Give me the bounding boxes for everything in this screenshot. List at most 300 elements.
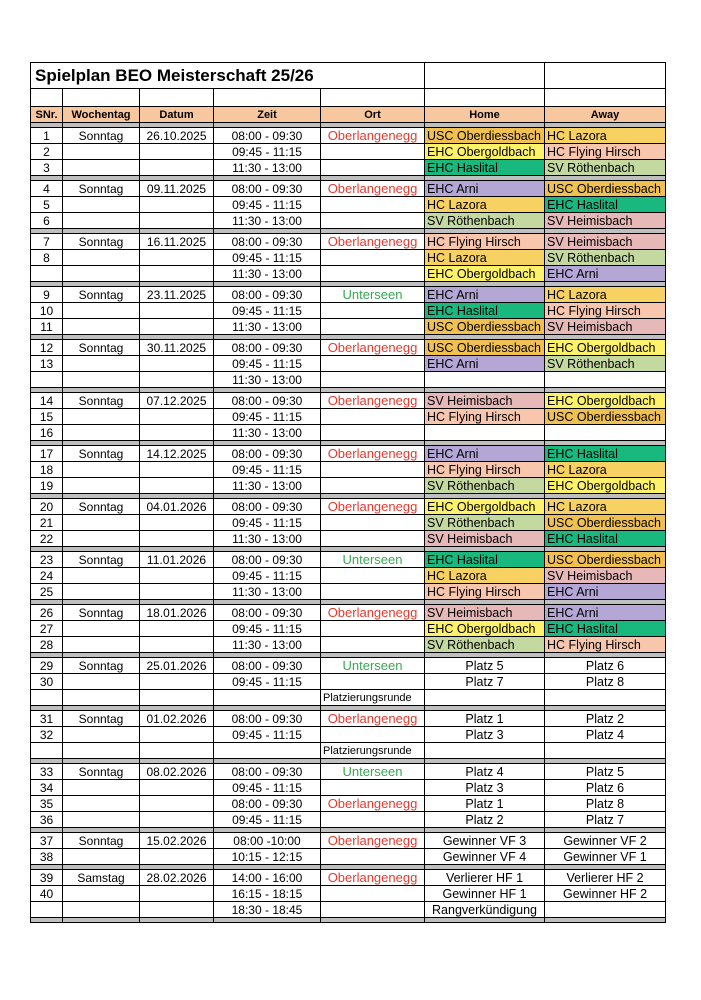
cell-away: Platz 2 — [545, 711, 666, 727]
cell-away: Platz 7 — [545, 812, 666, 828]
cell-ort: Unterseen — [321, 658, 425, 674]
cell-datum — [140, 144, 214, 160]
table-row — [31, 637, 666, 653]
cell-home: HC Lazora — [425, 250, 545, 266]
cell-snr: 18 — [31, 462, 63, 478]
cell-away: Gewinner VF 2 — [545, 833, 666, 849]
cell-away — [545, 690, 666, 706]
cell-away: HC Flying Hirsch — [545, 637, 666, 653]
cell-datum: 04.01.2026 — [140, 499, 214, 515]
cell-home: Gewinner VF 4 — [425, 849, 545, 865]
cell-snr: 15 — [31, 409, 63, 425]
cell-datum — [140, 372, 214, 388]
cell-away: HC Lazora — [545, 128, 666, 144]
cell-home: HC Lazora — [425, 197, 545, 213]
cell-datum: 14.12.2025 — [140, 446, 214, 462]
table-row — [31, 266, 666, 282]
cell-away: Platz 8 — [545, 796, 666, 812]
cell-ort: Oberlangenegg — [321, 711, 425, 727]
cell-away: Platz 6 — [545, 780, 666, 796]
cell-away: EHC Haslital — [545, 621, 666, 637]
table-row — [31, 372, 666, 388]
cell-snr: 16 — [31, 425, 63, 441]
cell-zeit: 09:45 - 11:15 — [214, 812, 321, 828]
cell-wochentag — [63, 515, 140, 531]
cell-wochentag — [63, 531, 140, 547]
table-row — [31, 568, 666, 584]
cell-away: SV Heimisbach — [545, 319, 666, 335]
cell-home: Platz 1 — [425, 796, 545, 812]
cell-zeit: 16:15 - 18:15 — [214, 886, 321, 902]
cell-wochentag — [63, 568, 140, 584]
cell-snr: 23 — [31, 552, 63, 568]
table-row — [31, 393, 666, 409]
header-home: Home — [425, 107, 545, 123]
cell-wochentag: Sonntag — [63, 552, 140, 568]
cell-datum — [140, 213, 214, 229]
cell-away: USC Oberdiessbach — [545, 181, 666, 197]
cell-away: SV Röthenbach — [545, 356, 666, 372]
table-row — [31, 409, 666, 425]
cell-ort: Oberlangenegg — [321, 234, 425, 250]
cell-zeit: 10:15 - 12:15 — [214, 849, 321, 865]
cell-datum — [140, 425, 214, 441]
cell-zeit: 08:00 - 09:30 — [214, 340, 321, 356]
cell-zeit: 09:45 - 11:15 — [214, 568, 321, 584]
cell-zeit: 09:45 - 11:15 — [214, 727, 321, 743]
cell-away: SV Heimisbach — [545, 213, 666, 229]
table-row — [31, 743, 666, 759]
cell-wochentag: Sonntag — [63, 605, 140, 621]
cell-wochentag — [63, 478, 140, 494]
cell-away: SV Röthenbach — [545, 250, 666, 266]
table-row — [31, 319, 666, 335]
table-row — [31, 833, 666, 849]
cell-away: HC Lazora — [545, 287, 666, 303]
cell-away: EHC Arni — [545, 584, 666, 600]
table-row — [31, 128, 666, 144]
table-row — [31, 764, 666, 780]
cell-home: EHC Haslital — [425, 552, 545, 568]
title-empty-cell — [545, 63, 666, 89]
cell-zeit — [214, 690, 321, 706]
cell-datum — [140, 266, 214, 282]
cell-ort: Platzierungsrunde — [321, 743, 425, 759]
cell-datum — [140, 674, 214, 690]
cell-datum — [140, 886, 214, 902]
cell-snr: 37 — [31, 833, 63, 849]
cell-home: HC Flying Hirsch — [425, 462, 545, 478]
cell-away: HC Lazora — [545, 462, 666, 478]
cell-datum — [140, 250, 214, 266]
cell-zeit: 11:30 - 13:00 — [214, 160, 321, 176]
cell-wochentag: Sonntag — [63, 499, 140, 515]
cell-datum — [140, 478, 214, 494]
cell-datum — [140, 356, 214, 372]
table-row — [31, 690, 666, 706]
cell-zeit: 11:30 - 13:00 — [214, 319, 321, 335]
cell-home: Gewinner VF 3 — [425, 833, 545, 849]
cell-snr: 8 — [31, 250, 63, 266]
cell-home — [425, 425, 545, 441]
cell-datum — [140, 796, 214, 812]
cell-zeit: 08:00 - 09:30 — [214, 181, 321, 197]
cell-wochentag — [63, 674, 140, 690]
cell-away: EHC Arni — [545, 266, 666, 282]
table-row — [31, 160, 666, 176]
header-wochentag: Wochentag — [63, 107, 140, 123]
cell-wochentag — [63, 849, 140, 865]
cell-ort — [321, 621, 425, 637]
cell-home: USC Oberdiessbach — [425, 340, 545, 356]
cell-zeit: 08:00 - 09:30 — [214, 658, 321, 674]
cell-wochentag — [63, 621, 140, 637]
cell-datum: 16.11.2025 — [140, 234, 214, 250]
cell-datum — [140, 197, 214, 213]
table-row — [31, 886, 666, 902]
cell-snr: 5 — [31, 197, 63, 213]
cell-zeit: 08:00 - 09:30 — [214, 393, 321, 409]
cell-home — [425, 372, 545, 388]
cell-ort: Oberlangenegg — [321, 181, 425, 197]
cell-wochentag: Samstag — [63, 870, 140, 886]
cell-snr: 12 — [31, 340, 63, 356]
cell-ort — [321, 478, 425, 494]
cell-home: Verlierer HF 1 — [425, 870, 545, 886]
cell-wochentag: Sonntag — [63, 234, 140, 250]
cell-snr: 26 — [31, 605, 63, 621]
header-away: Away — [545, 107, 666, 123]
table-row — [31, 727, 666, 743]
cell-ort — [321, 637, 425, 653]
cell-home: EHC Arni — [425, 181, 545, 197]
cell-snr: 24 — [31, 568, 63, 584]
cell-away: SV Heimisbach — [545, 234, 666, 250]
cell-snr — [31, 902, 63, 918]
cell-home: SV Röthenbach — [425, 213, 545, 229]
cell-datum — [140, 409, 214, 425]
cell-ort — [321, 197, 425, 213]
header-row — [31, 107, 666, 123]
cell-ort — [321, 462, 425, 478]
cell-snr: 10 — [31, 303, 63, 319]
cell-snr: 17 — [31, 446, 63, 462]
cell-datum — [140, 568, 214, 584]
table-row — [31, 250, 666, 266]
cell-ort — [321, 425, 425, 441]
header-snr: SNr. — [31, 107, 63, 123]
cell-ort — [321, 584, 425, 600]
cell-zeit: 09:45 - 11:15 — [214, 515, 321, 531]
cell-snr: 22 — [31, 531, 63, 547]
cell-snr: 38 — [31, 849, 63, 865]
cell-ort — [321, 213, 425, 229]
cell-snr: 34 — [31, 780, 63, 796]
cell-zeit: 08:00 - 09:30 — [214, 234, 321, 250]
cell-datum — [140, 902, 214, 918]
cell-snr: 39 — [31, 870, 63, 886]
cell-snr — [31, 266, 63, 282]
cell-home: EHC Arni — [425, 446, 545, 462]
cell-ort: Unterseen — [321, 287, 425, 303]
table-row — [31, 902, 666, 918]
cell-zeit: 08:00 - 09:30 — [214, 287, 321, 303]
cell-home: EHC Obergoldbach — [425, 266, 545, 282]
cell-ort — [321, 160, 425, 176]
cell-zeit: 09:45 - 11:15 — [214, 409, 321, 425]
cell-snr: 2 — [31, 144, 63, 160]
cell-zeit: 09:45 - 11:15 — [214, 197, 321, 213]
cell-away: EHC Haslital — [545, 531, 666, 547]
cell-datum — [140, 743, 214, 759]
cell-wochentag: Sonntag — [63, 181, 140, 197]
cell-snr: 40 — [31, 886, 63, 902]
cell-datum — [140, 462, 214, 478]
cell-zeit — [214, 743, 321, 759]
cell-home — [425, 690, 545, 706]
cell-away: Platz 8 — [545, 674, 666, 690]
cell-datum — [140, 690, 214, 706]
title-row — [31, 63, 666, 89]
cell-snr: 20 — [31, 499, 63, 515]
cell-datum: 28.02.2026 — [140, 870, 214, 886]
cell-wochentag: Sonntag — [63, 287, 140, 303]
cell-datum — [140, 849, 214, 865]
cell-ort: Oberlangenegg — [321, 870, 425, 886]
cell-ort — [321, 849, 425, 865]
cell-snr: 9 — [31, 287, 63, 303]
cell-zeit: 11:30 - 13:00 — [214, 531, 321, 547]
cell-ort — [321, 674, 425, 690]
table-row — [31, 340, 666, 356]
table-row — [31, 849, 666, 865]
cell-ort — [321, 780, 425, 796]
cell-snr — [31, 690, 63, 706]
cell-snr: 19 — [31, 478, 63, 494]
cell-datum — [140, 727, 214, 743]
cell-away: SV Röthenbach — [545, 160, 666, 176]
schedule-table — [30, 62, 666, 923]
cell-snr: 35 — [31, 796, 63, 812]
cell-ort — [321, 886, 425, 902]
cell-away: EHC Obergoldbach — [545, 340, 666, 356]
cell-snr: 14 — [31, 393, 63, 409]
table-row — [31, 356, 666, 372]
cell-ort — [321, 144, 425, 160]
cell-ort — [321, 531, 425, 547]
cell-datum: 07.12.2025 — [140, 393, 214, 409]
cell-zeit: 08:00 - 09:30 — [214, 128, 321, 144]
cell-datum — [140, 584, 214, 600]
cell-ort — [321, 356, 425, 372]
cell-home: EHC Haslital — [425, 303, 545, 319]
cell-snr: 7 — [31, 234, 63, 250]
cell-home: SV Röthenbach — [425, 515, 545, 531]
cell-wochentag — [63, 319, 140, 335]
header-datum: Datum — [140, 107, 214, 123]
cell-snr: 6 — [31, 213, 63, 229]
cell-snr: 4 — [31, 181, 63, 197]
cell-zeit: 11:30 - 13:00 — [214, 478, 321, 494]
cell-zeit: 11:30 - 13:00 — [214, 213, 321, 229]
cell-wochentag: Sonntag — [63, 128, 140, 144]
cell-home: HC Lazora — [425, 568, 545, 584]
cell-wochentag — [63, 144, 140, 160]
table-row — [31, 674, 666, 690]
cell-zeit: 09:45 - 11:15 — [214, 144, 321, 160]
cell-ort — [321, 319, 425, 335]
cell-wochentag — [63, 727, 140, 743]
cell-zeit: 08:00 - 09:30 — [214, 446, 321, 462]
table-row — [31, 287, 666, 303]
blank-row — [31, 89, 666, 107]
cell-ort — [321, 902, 425, 918]
cell-away: USC Oberdiessbach — [545, 409, 666, 425]
table-row — [31, 531, 666, 547]
table-row — [31, 234, 666, 250]
cell-zeit: 11:30 - 13:00 — [214, 637, 321, 653]
cell-ort — [321, 727, 425, 743]
cell-snr: 1 — [31, 128, 63, 144]
table-row — [31, 812, 666, 828]
cell-datum: 23.11.2025 — [140, 287, 214, 303]
cell-wochentag — [63, 356, 140, 372]
cell-zeit: 09:45 - 11:15 — [214, 303, 321, 319]
cell-home: EHC Obergoldbach — [425, 621, 545, 637]
separator-row — [31, 918, 666, 923]
cell-zeit: 08:00 -10:00 — [214, 833, 321, 849]
table-row — [31, 605, 666, 621]
cell-ort — [321, 409, 425, 425]
cell-wochentag — [63, 197, 140, 213]
cell-wochentag — [63, 303, 140, 319]
cell-ort — [321, 266, 425, 282]
table-row — [31, 197, 666, 213]
cell-datum — [140, 303, 214, 319]
cell-ort: Unterseen — [321, 764, 425, 780]
cell-home: SV Heimisbach — [425, 393, 545, 409]
cell-away: EHC Haslital — [545, 197, 666, 213]
cell-away: EHC Haslital — [545, 446, 666, 462]
cell-snr: 27 — [31, 621, 63, 637]
cell-away: USC Oberdiessbach — [545, 515, 666, 531]
cell-home: Platz 3 — [425, 780, 545, 796]
cell-home: SV Heimisbach — [425, 605, 545, 621]
cell-snr: 25 — [31, 584, 63, 600]
cell-home: SV Röthenbach — [425, 637, 545, 653]
cell-wochentag: Sonntag — [63, 711, 140, 727]
cell-snr — [31, 372, 63, 388]
cell-home: HC Flying Hirsch — [425, 584, 545, 600]
cell-datum: 08.02.2026 — [140, 764, 214, 780]
cell-snr: 11 — [31, 319, 63, 335]
cell-zeit: 18:30 - 18:45 — [214, 902, 321, 918]
cell-away: HC Flying Hirsch — [545, 144, 666, 160]
title-empty-cell — [425, 63, 545, 89]
cell-wochentag: Sonntag — [63, 833, 140, 849]
table-row — [31, 462, 666, 478]
cell-zeit: 08:00 - 09:30 — [214, 552, 321, 568]
cell-away: Gewinner VF 1 — [545, 849, 666, 865]
table-row — [31, 425, 666, 441]
cell-zeit: 08:00 - 09:30 — [214, 605, 321, 621]
cell-datum — [140, 319, 214, 335]
cell-ort — [321, 372, 425, 388]
cell-away: Platz 6 — [545, 658, 666, 674]
cell-wochentag — [63, 902, 140, 918]
cell-snr: 3 — [31, 160, 63, 176]
cell-away: Gewinner HF 2 — [545, 886, 666, 902]
cell-home: Platz 3 — [425, 727, 545, 743]
cell-datum — [140, 515, 214, 531]
cell-wochentag — [63, 160, 140, 176]
cell-home: Gewinner HF 1 — [425, 886, 545, 902]
cell-snr: 21 — [31, 515, 63, 531]
cell-datum — [140, 160, 214, 176]
cell-zeit: 14:00 - 16:00 — [214, 870, 321, 886]
cell-zeit: 09:45 - 11:15 — [214, 356, 321, 372]
table-row — [31, 584, 666, 600]
cell-away — [545, 743, 666, 759]
cell-snr: 30 — [31, 674, 63, 690]
cell-datum — [140, 531, 214, 547]
cell-ort — [321, 250, 425, 266]
table-row — [31, 870, 666, 886]
cell-datum: 01.02.2026 — [140, 711, 214, 727]
cell-snr — [31, 743, 63, 759]
cell-zeit: 11:30 - 13:00 — [214, 372, 321, 388]
cell-snr: 32 — [31, 727, 63, 743]
cell-zeit: 09:45 - 11:15 — [214, 674, 321, 690]
table-row — [31, 213, 666, 229]
cell-wochentag: Sonntag — [63, 446, 140, 462]
cell-wochentag: Sonntag — [63, 393, 140, 409]
table-row — [31, 478, 666, 494]
cell-home: Platz 1 — [425, 711, 545, 727]
cell-zeit: 08:00 - 09:30 — [214, 764, 321, 780]
cell-zeit: 11:30 - 13:00 — [214, 266, 321, 282]
cell-snr: 33 — [31, 764, 63, 780]
cell-away: EHC Arni — [545, 605, 666, 621]
cell-wochentag — [63, 425, 140, 441]
cell-wochentag — [63, 812, 140, 828]
cell-home: USC Oberdiessbach — [425, 128, 545, 144]
table-row — [31, 780, 666, 796]
cell-ort: Oberlangenegg — [321, 446, 425, 462]
cell-away: USC Oberdiessbach — [545, 552, 666, 568]
cell-away: SV Heimisbach — [545, 568, 666, 584]
cell-home: EHC Arni — [425, 287, 545, 303]
cell-home: EHC Obergoldbach — [425, 499, 545, 515]
cell-home: Platz 4 — [425, 764, 545, 780]
cell-away — [545, 902, 666, 918]
cell-ort: Unterseen — [321, 552, 425, 568]
cell-zeit: 11:30 - 13:00 — [214, 425, 321, 441]
cell-datum — [140, 621, 214, 637]
cell-home: EHC Haslital — [425, 160, 545, 176]
cell-datum: 18.01.2026 — [140, 605, 214, 621]
cell-ort — [321, 812, 425, 828]
cell-home: SV Röthenbach — [425, 478, 545, 494]
cell-home: Rangverkündigung — [425, 902, 545, 918]
cell-wochentag — [63, 637, 140, 653]
cell-away: HC Flying Hirsch — [545, 303, 666, 319]
cell-snr: 28 — [31, 637, 63, 653]
table-row — [31, 711, 666, 727]
cell-home: EHC Arni — [425, 356, 545, 372]
cell-datum — [140, 780, 214, 796]
cell-ort — [321, 303, 425, 319]
